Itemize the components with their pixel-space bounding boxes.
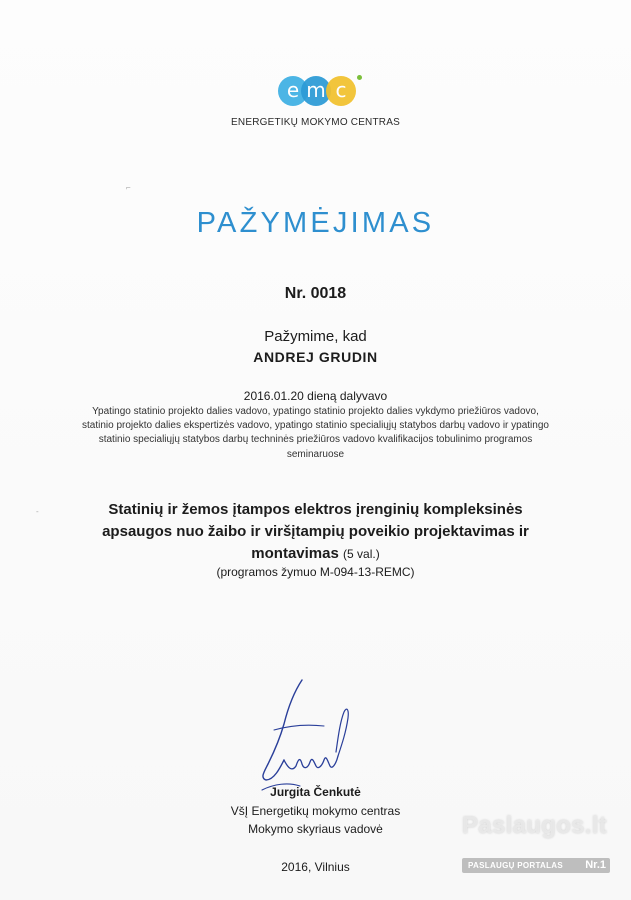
- organization-name: ENERGETIKŲ MOKYMO CENTRAS: [231, 117, 400, 128]
- attendance-date: 2016.01.20 dieną dalyvavo: [243, 389, 388, 403]
- logo-letter-m: m: [301, 76, 331, 106]
- watermark-badge: Nr.1: [585, 859, 606, 871]
- paslaugos-watermark: [462, 812, 622, 882]
- description-line: statinio specialiųjų statybos darbų techninės priežiūros vadovo kvalifikacijos tobulinimo programos: [98, 434, 533, 446]
- signer-name: Jurgita Čenkutė: [270, 785, 361, 799]
- watermark-tagline: PASLAUGŲ PORTALAS: [468, 861, 564, 870]
- signer-role: Mokymo skyriaus vadovė: [248, 822, 383, 836]
- watermark-bar: [462, 858, 610, 873]
- description-line: seminaruose: [286, 448, 345, 460]
- course-line: montavimas: [251, 545, 339, 562]
- description-line: statinio projekto dalies ekspertizės vadovo, ypatingo statinio specialiųjų statybos darbų vadovo ir ypatingo: [82, 420, 549, 432]
- certify-text: Pažymime, kad: [264, 328, 367, 345]
- certificate-number: Nr. 0018: [284, 285, 347, 302]
- stray-mark-icon: ⌐: [126, 183, 131, 192]
- description-line: Ypatingo statinio projekto dalies vadovo, ypatingo statinio projekto dalies vykdymo priežiūros vadovo,: [92, 406, 539, 417]
- issue-place-date: 2016, Vilnius: [281, 860, 350, 874]
- course-line: Statinių ir žemos įtampos elektros įrenginių kompleksinės: [108, 501, 523, 518]
- logo-letter-e: e: [278, 76, 308, 106]
- program-code: (programos žymuo M-094-13-REMC): [216, 565, 415, 579]
- signer-organization: VšĮ Energetikų mokymo centras: [230, 804, 401, 818]
- course-line-last: [40, 543, 591, 565]
- watermark-brand: Paslaugos.lt: [462, 812, 607, 839]
- course-hours: (5 val.): [343, 547, 380, 561]
- recipient-name: ANDREJ GRUDIN: [253, 349, 378, 365]
- course-line: apsaugos nuo žaibo ir viršįtampių poveikio projektavimas ir: [102, 523, 529, 540]
- logo-dot-icon: [357, 75, 362, 80]
- course-title: [40, 499, 591, 565]
- seminar-description: [30, 405, 601, 462]
- certificate-title: PAŽYMĖJIMAS: [196, 207, 435, 239]
- stray-mark-icon: -: [36, 507, 39, 516]
- logo-letter-c: c: [326, 76, 356, 106]
- emc-logo: [276, 72, 366, 108]
